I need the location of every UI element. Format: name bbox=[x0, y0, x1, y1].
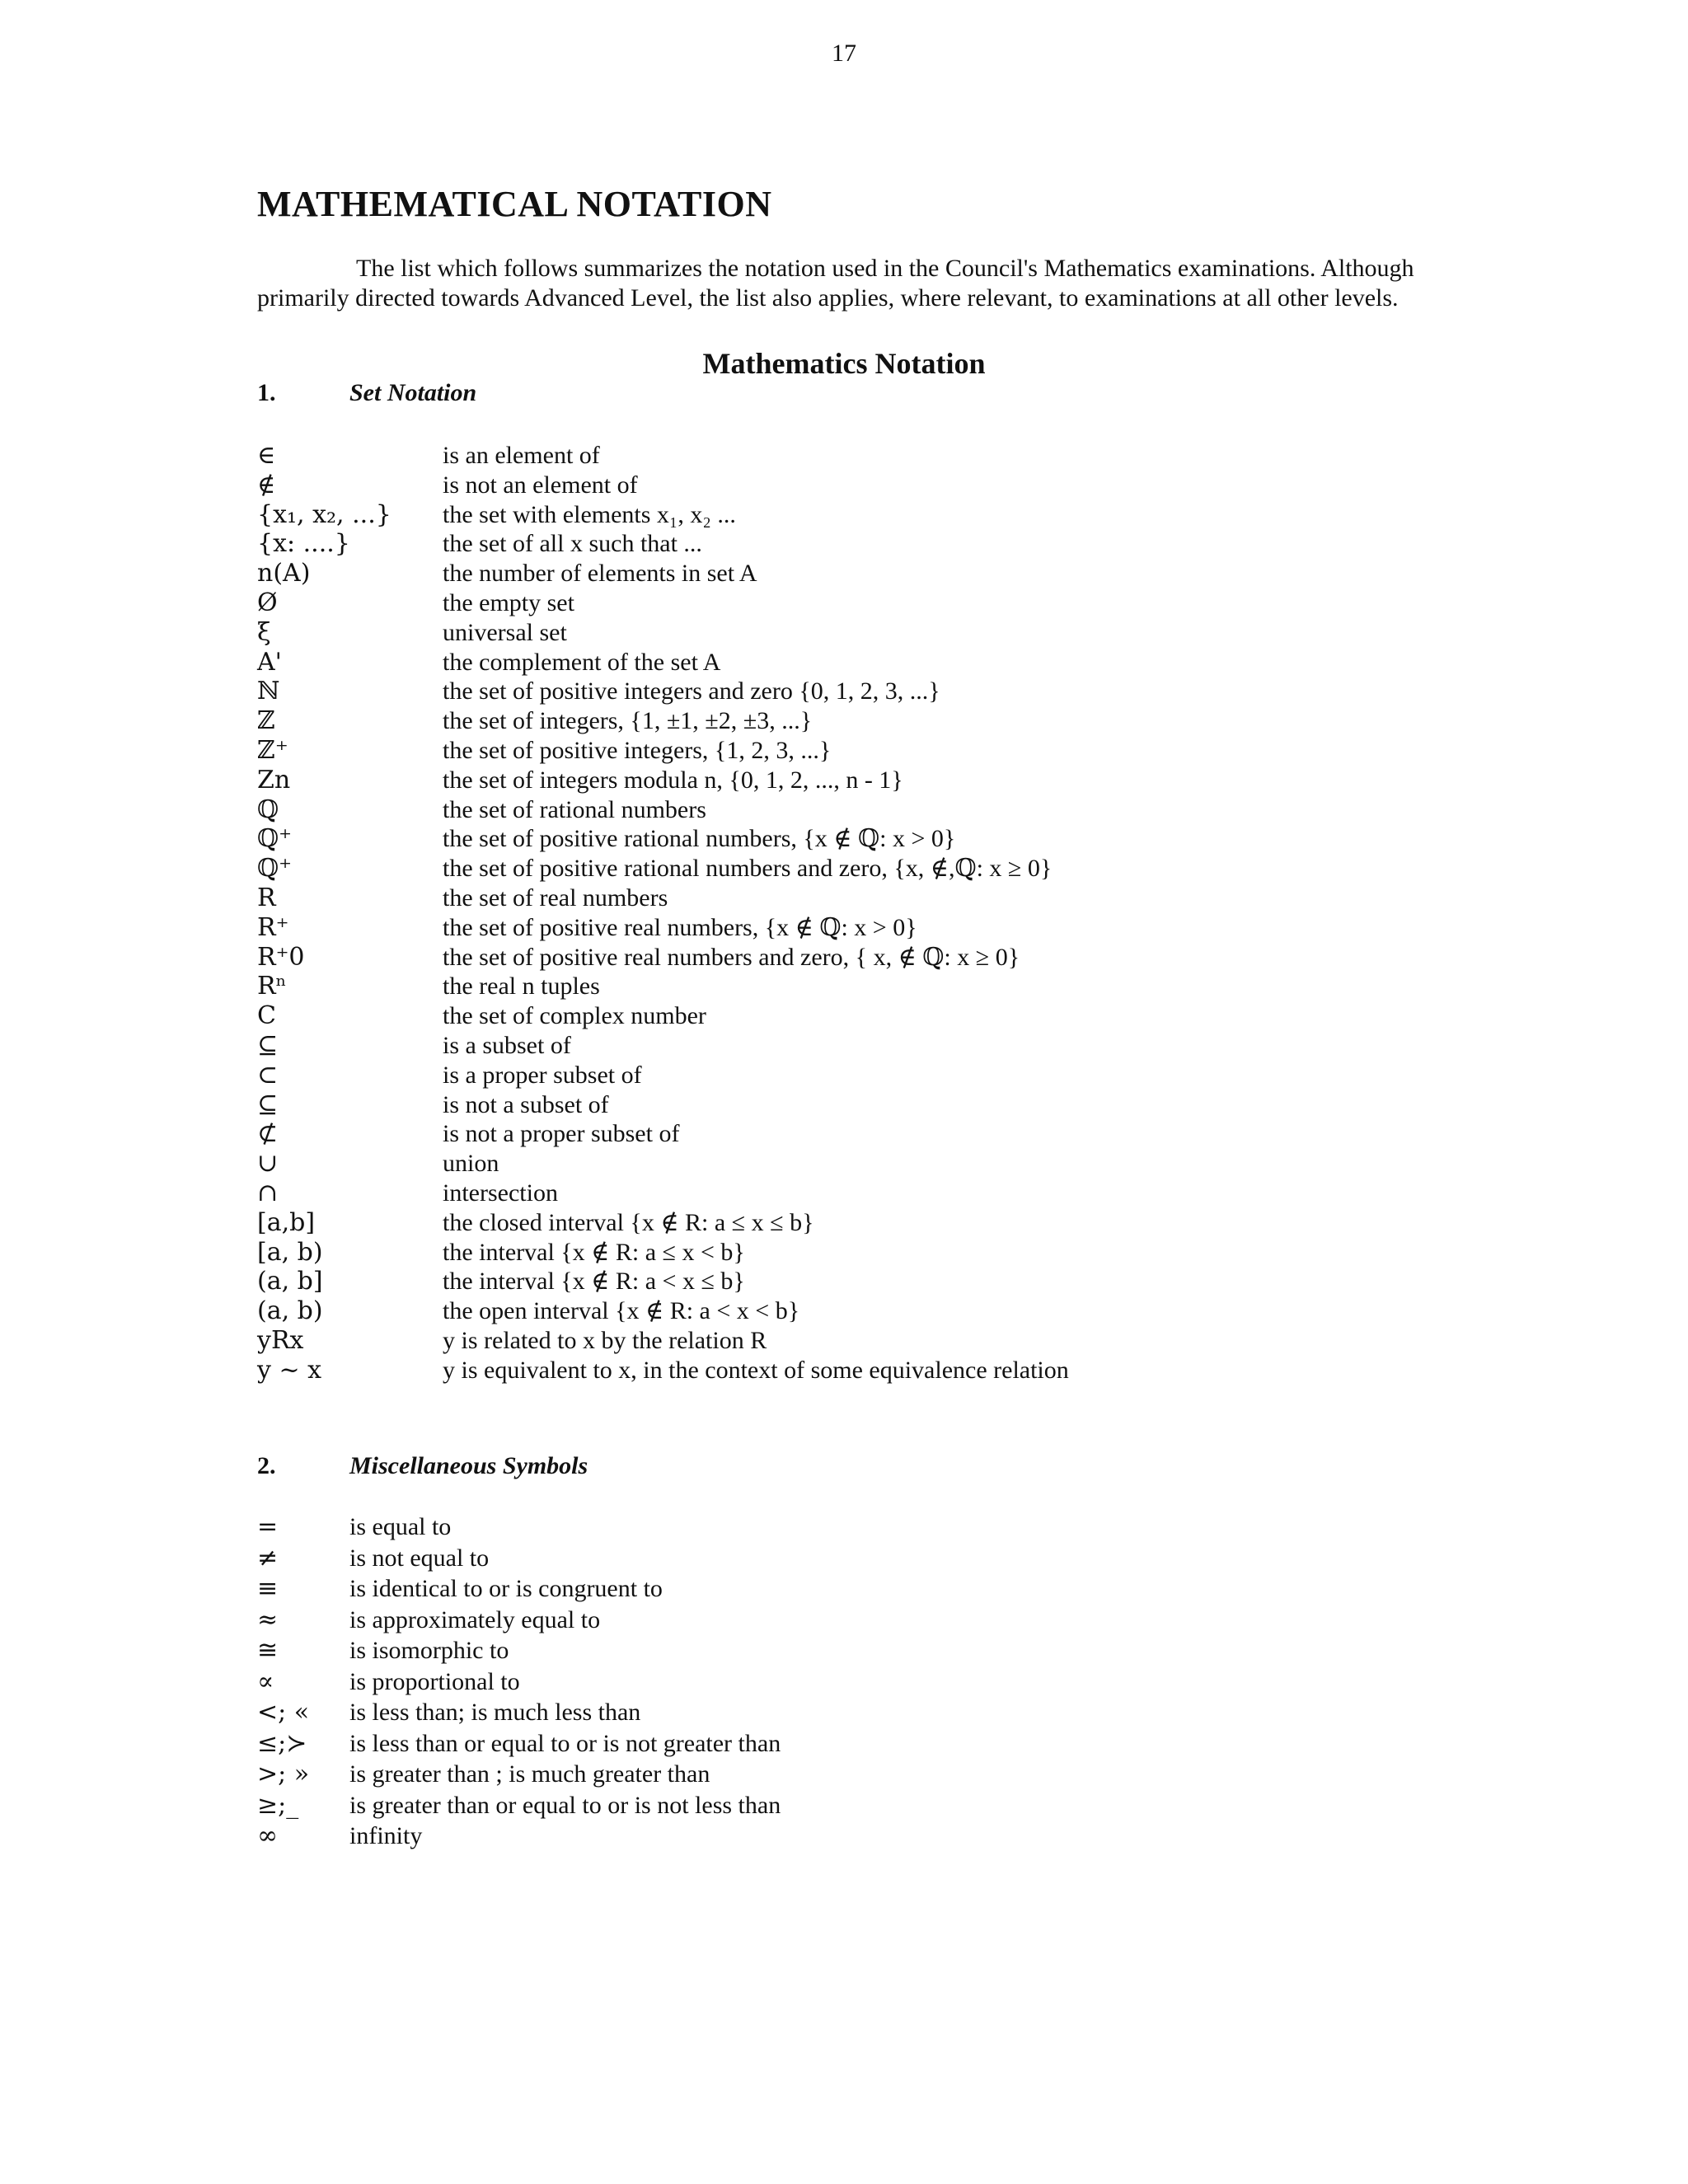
notation-symbol: ⊆ bbox=[257, 1030, 279, 1060]
notation-meaning: the set of all x such that ... bbox=[443, 530, 702, 558]
notation-meaning: the set of positive integers, {1, 2, 3, ...} bbox=[443, 736, 832, 764]
notation-symbol: ℤ bbox=[257, 706, 275, 736]
list-item bbox=[257, 1605, 781, 1636]
list-item bbox=[257, 1666, 781, 1698]
notation-meaning: the set of positive integers and zero {0, 1, 2, 3, ...} bbox=[443, 677, 940, 705]
notation-symbol: ∩ bbox=[257, 1178, 279, 1207]
list-item bbox=[257, 588, 1069, 618]
notation-symbol: ∈ bbox=[257, 441, 276, 470]
notation-symbol: ⊄ bbox=[257, 1119, 279, 1149]
list-item bbox=[257, 1149, 1069, 1179]
notation-meaning: the set of rational numbers bbox=[443, 795, 706, 823]
notation-meaning: union bbox=[443, 1150, 499, 1178]
list-item bbox=[257, 1208, 1069, 1238]
notation-meaning: is proportional to bbox=[349, 1667, 520, 1695]
notation-symbol: ξ bbox=[257, 617, 271, 647]
notation-meaning: the set of integers modula n, {0, 1, 2, ..., n - 1} bbox=[443, 766, 903, 794]
list-item bbox=[257, 943, 1069, 972]
notation-meaning: is not a subset of bbox=[443, 1090, 609, 1118]
notation-meaning: is identical to or is congruent to bbox=[349, 1575, 663, 1602]
notation-symbol: ≈ bbox=[257, 1605, 279, 1634]
notation-symbol: ∉ bbox=[257, 470, 276, 499]
list-item bbox=[257, 1267, 1069, 1296]
notation-symbol: <; « bbox=[257, 1698, 310, 1727]
notation-symbol: Zn bbox=[257, 765, 291, 794]
notation-meaning: the empty set bbox=[443, 588, 574, 616]
section-heading-set-notation bbox=[257, 379, 476, 407]
list-item bbox=[257, 529, 1069, 559]
notation-meaning: the open interval {x ∉ R: a < x < b} bbox=[443, 1297, 800, 1325]
notation-symbol: {x₁, x₂, ...} bbox=[257, 499, 392, 529]
notation-symbol: ℚ⁺ bbox=[257, 824, 292, 854]
list-item bbox=[257, 706, 1069, 736]
list-item bbox=[257, 1635, 781, 1666]
notation-symbol: R bbox=[257, 883, 276, 912]
notation-meaning: is equal to bbox=[349, 1513, 452, 1540]
notation-meaning: is less than or equal to or is not greater than bbox=[349, 1729, 781, 1757]
notation-symbol: (a, b) bbox=[257, 1296, 323, 1326]
notation-meaning: is a subset of bbox=[443, 1031, 571, 1059]
list-item bbox=[257, 883, 1069, 913]
notation-symbol: Ø bbox=[257, 588, 278, 617]
notation-meaning: is greater than ; is much greater than bbox=[349, 1760, 710, 1788]
notation-symbol: ≥;_ bbox=[257, 1790, 299, 1820]
page-title: MATHEMATICAL NOTATION bbox=[257, 184, 772, 224]
list-item bbox=[257, 1179, 1069, 1208]
notation-symbol: ≅ bbox=[257, 1636, 279, 1665]
list-item bbox=[257, 1296, 1069, 1326]
notation-symbol: [a,b] bbox=[257, 1207, 316, 1237]
notation-meaning: is an element of bbox=[443, 442, 600, 469]
notation-symbol: ℚ⁺ bbox=[257, 854, 292, 883]
list-item bbox=[257, 1001, 1069, 1031]
notation-meaning: the set of positive real numbers and zero, { x, ∉ ℚ: x ≥ 0} bbox=[443, 943, 1020, 971]
list-item bbox=[257, 1511, 781, 1543]
notation-symbol: R⁺ bbox=[257, 912, 289, 942]
notation-meaning: is not an element of bbox=[443, 471, 638, 499]
section-number: 1. bbox=[257, 379, 276, 406]
set-notation-list bbox=[257, 441, 1069, 1385]
section-number: 2. bbox=[257, 1452, 276, 1479]
notation-symbol: ℤ⁺ bbox=[257, 735, 288, 765]
notation-symbol: R⁺0 bbox=[257, 942, 305, 972]
notation-meaning: the set of positive real numbers, {x ∉ ℚ: x > 0} bbox=[443, 913, 917, 941]
page-number: 17 bbox=[832, 40, 856, 67]
list-item bbox=[257, 1790, 781, 1821]
notation-symbol: ℚ bbox=[257, 794, 279, 824]
notation-symbol: yRx bbox=[257, 1325, 304, 1355]
notation-symbol: C bbox=[257, 1001, 276, 1031]
list-item bbox=[257, 1031, 1069, 1061]
list-item bbox=[257, 1821, 781, 1852]
list-item bbox=[257, 618, 1069, 648]
notation-meaning: the complement of the set A bbox=[443, 648, 721, 676]
list-item bbox=[257, 1326, 1069, 1356]
notation-symbol: ≠ bbox=[257, 1543, 279, 1572]
list-item bbox=[257, 648, 1069, 677]
section-title: Miscellaneous Symbols bbox=[349, 1452, 588, 1479]
notation-meaning: the set of complex number bbox=[443, 1002, 706, 1030]
notation-symbol: >; » bbox=[257, 1760, 310, 1788]
list-item bbox=[257, 677, 1069, 706]
notation-symbol: = bbox=[257, 1512, 279, 1541]
list-item bbox=[257, 913, 1069, 943]
list-item bbox=[257, 854, 1069, 883]
notation-symbol: ∝ bbox=[257, 1666, 274, 1696]
notation-meaning: is not a proper subset of bbox=[443, 1120, 680, 1148]
notation-symbol: Rⁿ bbox=[257, 972, 287, 1001]
list-item bbox=[257, 1119, 1069, 1149]
list-item bbox=[257, 1543, 781, 1574]
list-item bbox=[257, 1061, 1069, 1090]
notation-symbol: ℕ bbox=[257, 677, 280, 706]
list-item bbox=[257, 795, 1069, 825]
notation-meaning: the real n tuples bbox=[443, 972, 600, 1001]
notation-symbol: ∞ bbox=[257, 1821, 278, 1850]
notation-meaning: the set with elements x₁, x₂ ... bbox=[443, 500, 736, 528]
notation-symbol: n(A) bbox=[257, 559, 311, 588]
notation-meaning: the set of integers, {1, ±1, ±2, ±3, ...} bbox=[443, 707, 813, 735]
notation-symbol: (a, b] bbox=[257, 1267, 323, 1296]
list-item bbox=[257, 736, 1069, 766]
notation-symbol: [a, b) bbox=[257, 1237, 323, 1267]
notation-meaning: is greater than or equal to or is not less than bbox=[349, 1791, 781, 1819]
notation-meaning: is a proper subset of bbox=[443, 1061, 642, 1089]
list-item bbox=[257, 766, 1069, 795]
notation-symbol: ≤;≻ bbox=[257, 1728, 307, 1758]
notation-meaning: y is equivalent to x, in the context of some equivalence relation bbox=[443, 1356, 1069, 1384]
intro-paragraph: The list which follows summarizes the notation used in the Council's Mathematics examinations. Although primarily directed towards Advanced Level, the list also applies, where relevant, to examinations at all other levels. bbox=[257, 255, 1414, 312]
notation-subheading: Mathematics Notation bbox=[702, 347, 986, 380]
notation-meaning: is less than; is much less than bbox=[349, 1699, 641, 1726]
list-item bbox=[257, 1697, 781, 1728]
notation-meaning: is isomorphic to bbox=[349, 1637, 509, 1664]
list-item bbox=[257, 972, 1069, 1001]
section-title: Set Notation bbox=[349, 379, 477, 406]
section-heading-misc-symbols bbox=[257, 1452, 588, 1480]
notation-meaning: the interval {x ∉ R: a < x ≤ b} bbox=[443, 1268, 745, 1296]
notation-meaning: y is related to x by the relation R bbox=[443, 1326, 767, 1354]
list-item bbox=[257, 1356, 1069, 1385]
list-item bbox=[257, 1759, 781, 1790]
notation-meaning: is not equal to bbox=[349, 1544, 490, 1572]
notation-meaning: the set of positive rational numbers, {x ∉ ℚ: x > 0} bbox=[443, 825, 956, 853]
notation-meaning: universal set bbox=[443, 618, 567, 646]
notation-meaning: the closed interval {x ∉ R: a ≤ x ≤ b} bbox=[443, 1208, 814, 1236]
list-item bbox=[257, 824, 1069, 854]
notation-meaning: intersection bbox=[443, 1179, 558, 1207]
notation-symbol: ⊆ bbox=[257, 1090, 279, 1119]
notation-symbol: ∪ bbox=[257, 1149, 279, 1179]
list-item bbox=[257, 1573, 781, 1605]
list-item bbox=[257, 500, 1069, 530]
notation-meaning: the number of elements in set A bbox=[443, 560, 757, 588]
notation-symbol: y ~ x bbox=[257, 1355, 322, 1385]
notation-symbol: {x: ....} bbox=[257, 529, 350, 559]
list-item bbox=[257, 441, 1069, 471]
notation-meaning: the set of positive rational numbers and zero, {x, ∉,ℚ: x ≥ 0} bbox=[443, 855, 1053, 883]
list-item bbox=[257, 559, 1069, 588]
notation-symbol: A' bbox=[257, 647, 282, 677]
notation-meaning: the interval {x ∉ R: a ≤ x < b} bbox=[443, 1238, 745, 1266]
notation-symbol: ≡ bbox=[257, 1574, 279, 1603]
notation-meaning: is approximately equal to bbox=[349, 1605, 601, 1633]
notation-symbol: ⊂ bbox=[257, 1060, 279, 1090]
list-item bbox=[257, 1238, 1069, 1268]
misc-symbols-list bbox=[257, 1511, 781, 1852]
list-item bbox=[257, 471, 1069, 500]
notation-meaning: infinity bbox=[349, 1822, 423, 1849]
list-item bbox=[257, 1090, 1069, 1120]
notation-meaning: the set of real numbers bbox=[443, 883, 668, 912]
list-item bbox=[257, 1728, 781, 1760]
